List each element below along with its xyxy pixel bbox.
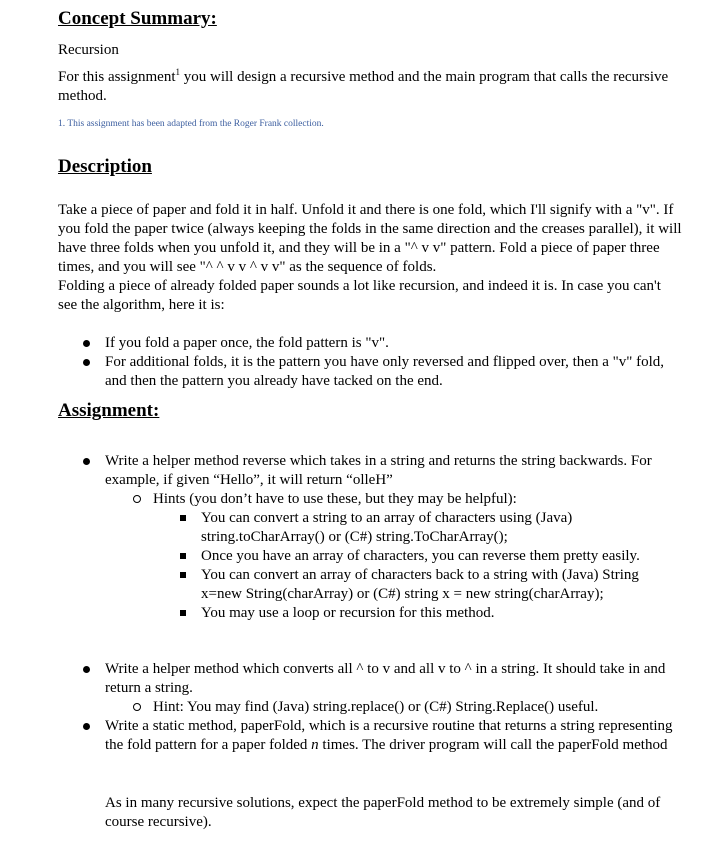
concept-intro <box>58 68 678 106</box>
flip-hint: Hint: You may find (Java) string.replace() or (C#) String.Replace() useful. <box>153 698 673 717</box>
subhint-to-char-array: You can convert a string to an array of characters using (Java) string.toCharArray() or (C#) string.ToCharArray(); <box>201 509 646 547</box>
intro-text-start: For this assignment <box>58 69 176 85</box>
paperfold-variable-n: n <box>311 737 319 753</box>
algorithm-list <box>105 334 680 391</box>
description-heading: Description <box>58 156 152 177</box>
description-paragraph-1: Take a piece of paper and fold it in half. Unfold it and there is one fold, which I'll signify with a "v". If you fold the paper twice (always keeping the folds in the same direction and the creases parallel), it will have three folds when you unfold it, and they will be in a "^ v v" pattern. Fold a piece of paper three times, and you will see "^ ^ v v ^ v v" as the sequence of folds. <box>58 202 682 275</box>
reverse-method-task: Write a helper method reverse which takes in a string and returns the string backwards. For example, if given “Hello”, it will return “olleH” <box>105 452 670 490</box>
subhint-loop-or-recursion: You may use a loop or recursion for this method. <box>201 604 646 623</box>
assignment-item-2 <box>105 660 670 698</box>
reverse-subhints <box>201 509 646 623</box>
algorithm-step-1: If you fold a paper once, the fold pattern is "v". <box>105 334 680 353</box>
description-paragraph-2: Folding a piece of already folded paper sounds a lot like recursion, and indeed it is. In case you can't see the algorithm, here it is: <box>58 278 661 313</box>
flip-method-task: Write a helper method which converts all ^ to v and all v to ^ in a string. It should take in and return a string. <box>105 660 670 698</box>
footnote-mark: 1 <box>175 67 181 77</box>
paperfold-text-start: Write a static method, paperFold, which is a recursive routine that returns a string representing the fold pattern for a paper folded <box>105 718 673 753</box>
paperfold-method-task <box>105 717 675 755</box>
paperfold-text-end: times. The driver program will call the paperFold method <box>318 737 668 753</box>
assignment-item-1 <box>105 452 670 490</box>
assignment-heading: Assignment: <box>58 400 160 421</box>
algorithm-step-2: For additional folds, it is the pattern you have only reversed and flipped over, then a "v" fold, and then the pattern you already have tacked on the end. <box>105 353 680 391</box>
assignment-item-3 <box>105 717 675 755</box>
concept-summary-heading: Concept Summary: <box>58 8 217 29</box>
reverse-hints <box>153 490 673 509</box>
closing-note: As in many recursive solutions, expect the paperFold method to be extremely simple (and of course recursive). <box>105 795 661 830</box>
footnote-text: 1. This assignment has been adapted from the Roger Frank collection. <box>58 119 324 129</box>
flip-hints <box>153 698 673 717</box>
concept-topic: Recursion <box>58 42 119 58</box>
subhint-array-to-string: You can convert an array of characters back to a string with (Java) String x=new String(charArray) or (C#) string x = new string(charArray); <box>201 566 646 604</box>
reverse-hint-intro: Hints (you don’t have to use these, but they may be helpful): <box>153 490 673 509</box>
subhint-reverse-array: Once you have an array of characters, you can reverse them pretty easily. <box>201 547 646 566</box>
intro-text-end: you will design a recursive method and the main program that calls the recursive method. <box>58 69 669 104</box>
